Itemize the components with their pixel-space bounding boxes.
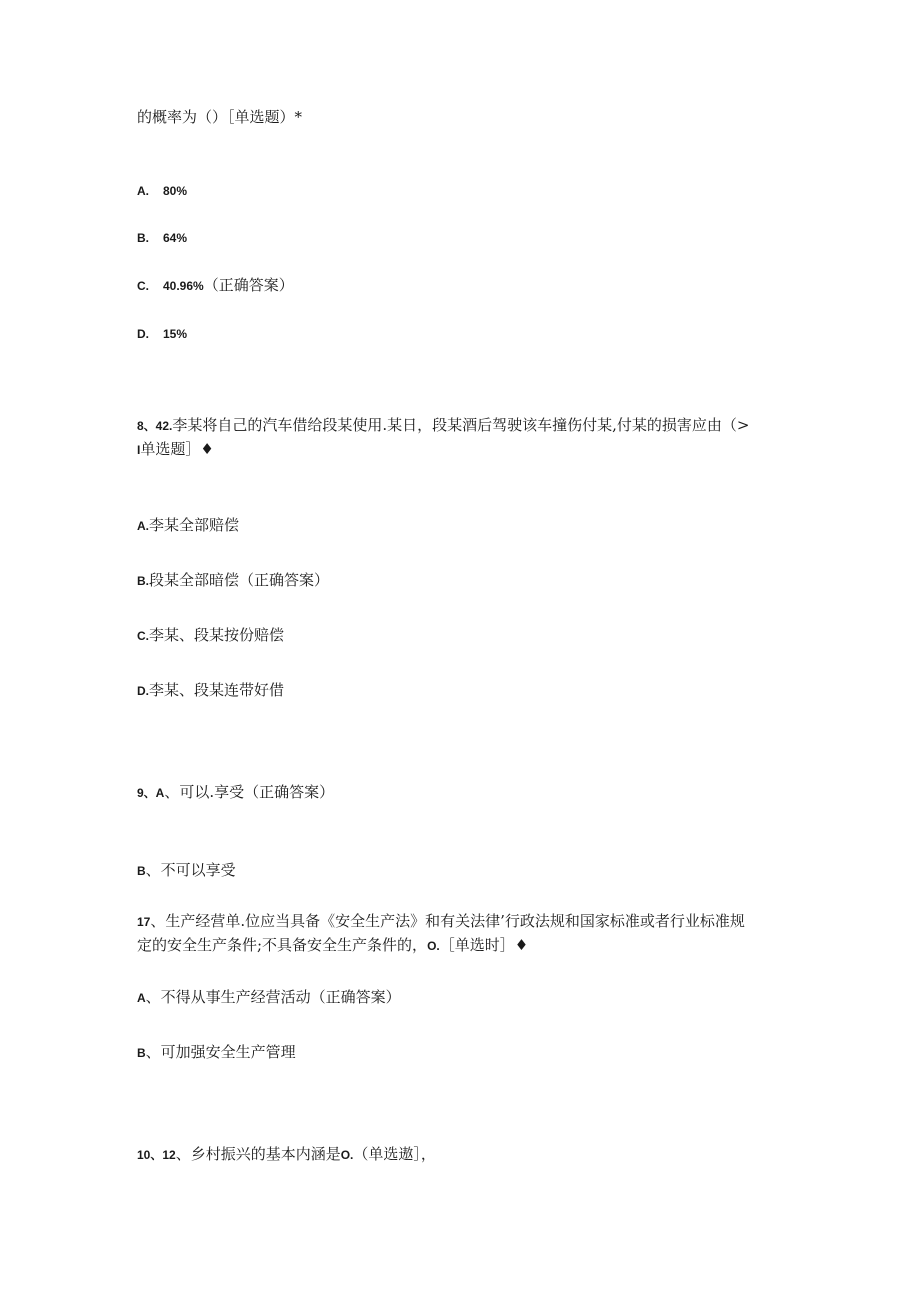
option-letter: D. (137, 684, 149, 698)
option-text: 、可加强安全生产管理 (145, 1043, 296, 1061)
option-value: 15% (163, 327, 188, 341)
option-text: 李某、段某连带好借 (149, 681, 285, 699)
option-note: （正确答案） (203, 276, 294, 294)
question-text: 、生产经营单.位应当具备《安全生产法》和有关法律’行政法规和国家标准或者行业标准规 (150, 912, 745, 930)
question-text: 单选题］♦ (140, 440, 214, 458)
option-b-q17[interactable] (137, 1041, 296, 1064)
option-letter: B. (137, 574, 149, 588)
option-text: 段某全部暗偿（正确答案） (149, 571, 330, 589)
option-letter: B. (137, 231, 149, 245)
question-stem-q17-line2 (137, 934, 528, 957)
option-d-q1[interactable] (137, 322, 187, 345)
option-value: 80% (163, 184, 188, 198)
option-letter: D. (137, 327, 149, 341)
option-text: 、可以.享受（正确答案） (164, 783, 335, 801)
question-text: 李某将自己的汽车借给段某使用.某日，段某酒后驾驶该车撞伤付某,付某的损害应由（> (172, 416, 750, 434)
question-number: 8、42. (137, 419, 173, 433)
option-a-q9[interactable] (137, 781, 334, 804)
question-number: 10、12 (137, 1148, 176, 1162)
option-c-q1[interactable] (137, 274, 294, 297)
question-stem-q1: 的概率为（）［单选题）* (137, 108, 303, 126)
question-stem-q8 (137, 414, 749, 437)
question-mark: O. (340, 1148, 354, 1162)
option-b-q1[interactable] (137, 226, 187, 249)
question-stem-q10 (137, 1143, 436, 1166)
option-letter: C. (137, 629, 149, 643)
question-stem-q8-line2 (137, 438, 214, 461)
option-value: 40.96% (163, 279, 204, 293)
option-letter: B (137, 864, 146, 878)
question-mark: I (137, 443, 141, 457)
option-a-q8[interactable] (137, 514, 239, 537)
option-text: 李某全部赔偿 (149, 516, 240, 534)
option-a-q1[interactable] (137, 179, 187, 202)
question-stem-q17 (137, 910, 745, 933)
question-text: ［单选时］♦ (439, 936, 529, 954)
option-letter: B (137, 1046, 146, 1060)
question-text: 、乡村振兴的基本内涵是 (175, 1145, 341, 1163)
option-letter: A. (137, 519, 149, 533)
question-number: 17 (137, 915, 151, 929)
option-letter: A. (137, 184, 149, 198)
question-number: 9、A (137, 786, 165, 800)
option-text: 、不可以享受 (145, 861, 236, 879)
option-text: 、不得从事生产经营活动（正确答案） (145, 988, 401, 1006)
option-letter: A (137, 991, 146, 1005)
option-d-q8[interactable] (137, 679, 284, 702)
question-text: （单选遨］， (353, 1145, 436, 1163)
question-mark: O. (427, 939, 440, 953)
option-c-q8[interactable] (137, 624, 284, 647)
option-a-q17[interactable] (137, 986, 401, 1009)
option-letter: C. (137, 279, 149, 293)
option-text: 李某、段某按份赔偿 (149, 626, 285, 644)
option-b-q9[interactable] (137, 859, 236, 882)
question-text: 定的安全生产条件;不具备安全生产条件的， (137, 936, 428, 954)
option-b-q8[interactable] (137, 569, 329, 592)
option-value: 64% (163, 231, 188, 245)
